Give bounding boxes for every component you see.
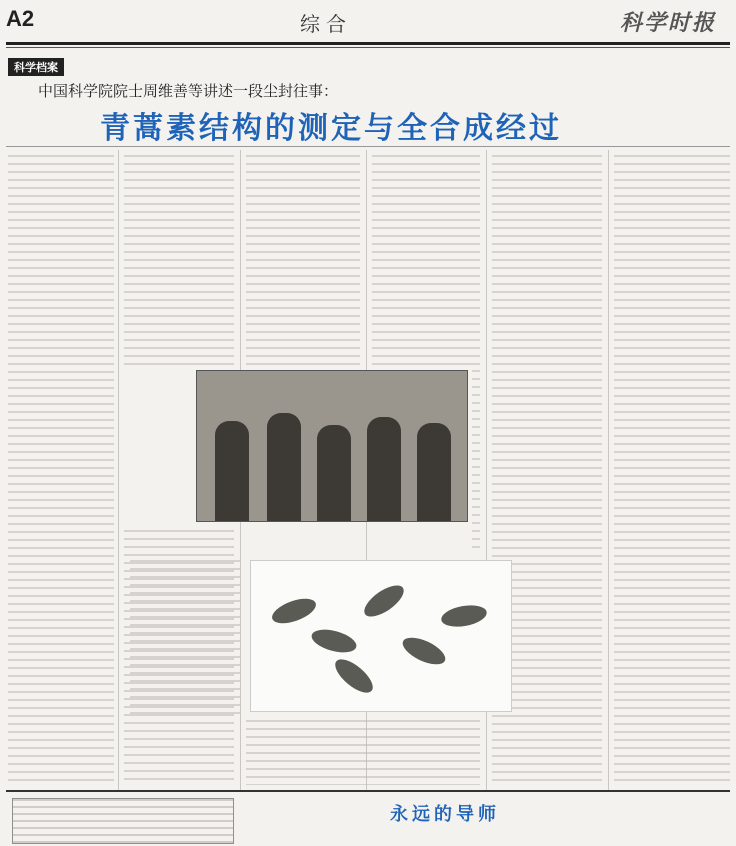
article-column xyxy=(472,370,480,550)
article-column xyxy=(246,155,360,365)
masthead-rule xyxy=(6,42,730,45)
article-column xyxy=(614,155,730,785)
article-column xyxy=(130,560,240,720)
article-column xyxy=(8,155,114,785)
article-column xyxy=(124,155,234,365)
section-title: 综合 xyxy=(300,12,352,36)
masthead-rule-thin xyxy=(6,47,730,48)
group-photo xyxy=(196,370,468,522)
newspaper-logo: 科学时报 xyxy=(620,10,717,36)
article-subtitle: 中国科学院院士周维善等讲述一段尘封往事： xyxy=(38,82,339,100)
column-divider xyxy=(118,150,119,790)
article-column xyxy=(246,720,480,785)
article-headline: 青蒿素结构的测定与全合成经过 xyxy=(100,111,562,146)
bottom-rule xyxy=(6,790,730,792)
headline-rule xyxy=(6,146,730,147)
plant-photo xyxy=(250,560,512,712)
kicker-label: 科学档案 xyxy=(8,58,64,76)
bottom-article-title: 永远的导师 xyxy=(390,804,500,825)
article-column xyxy=(372,155,480,365)
sidebar-box xyxy=(12,798,234,844)
column-divider xyxy=(608,150,609,790)
page-id: A2 xyxy=(6,6,35,31)
